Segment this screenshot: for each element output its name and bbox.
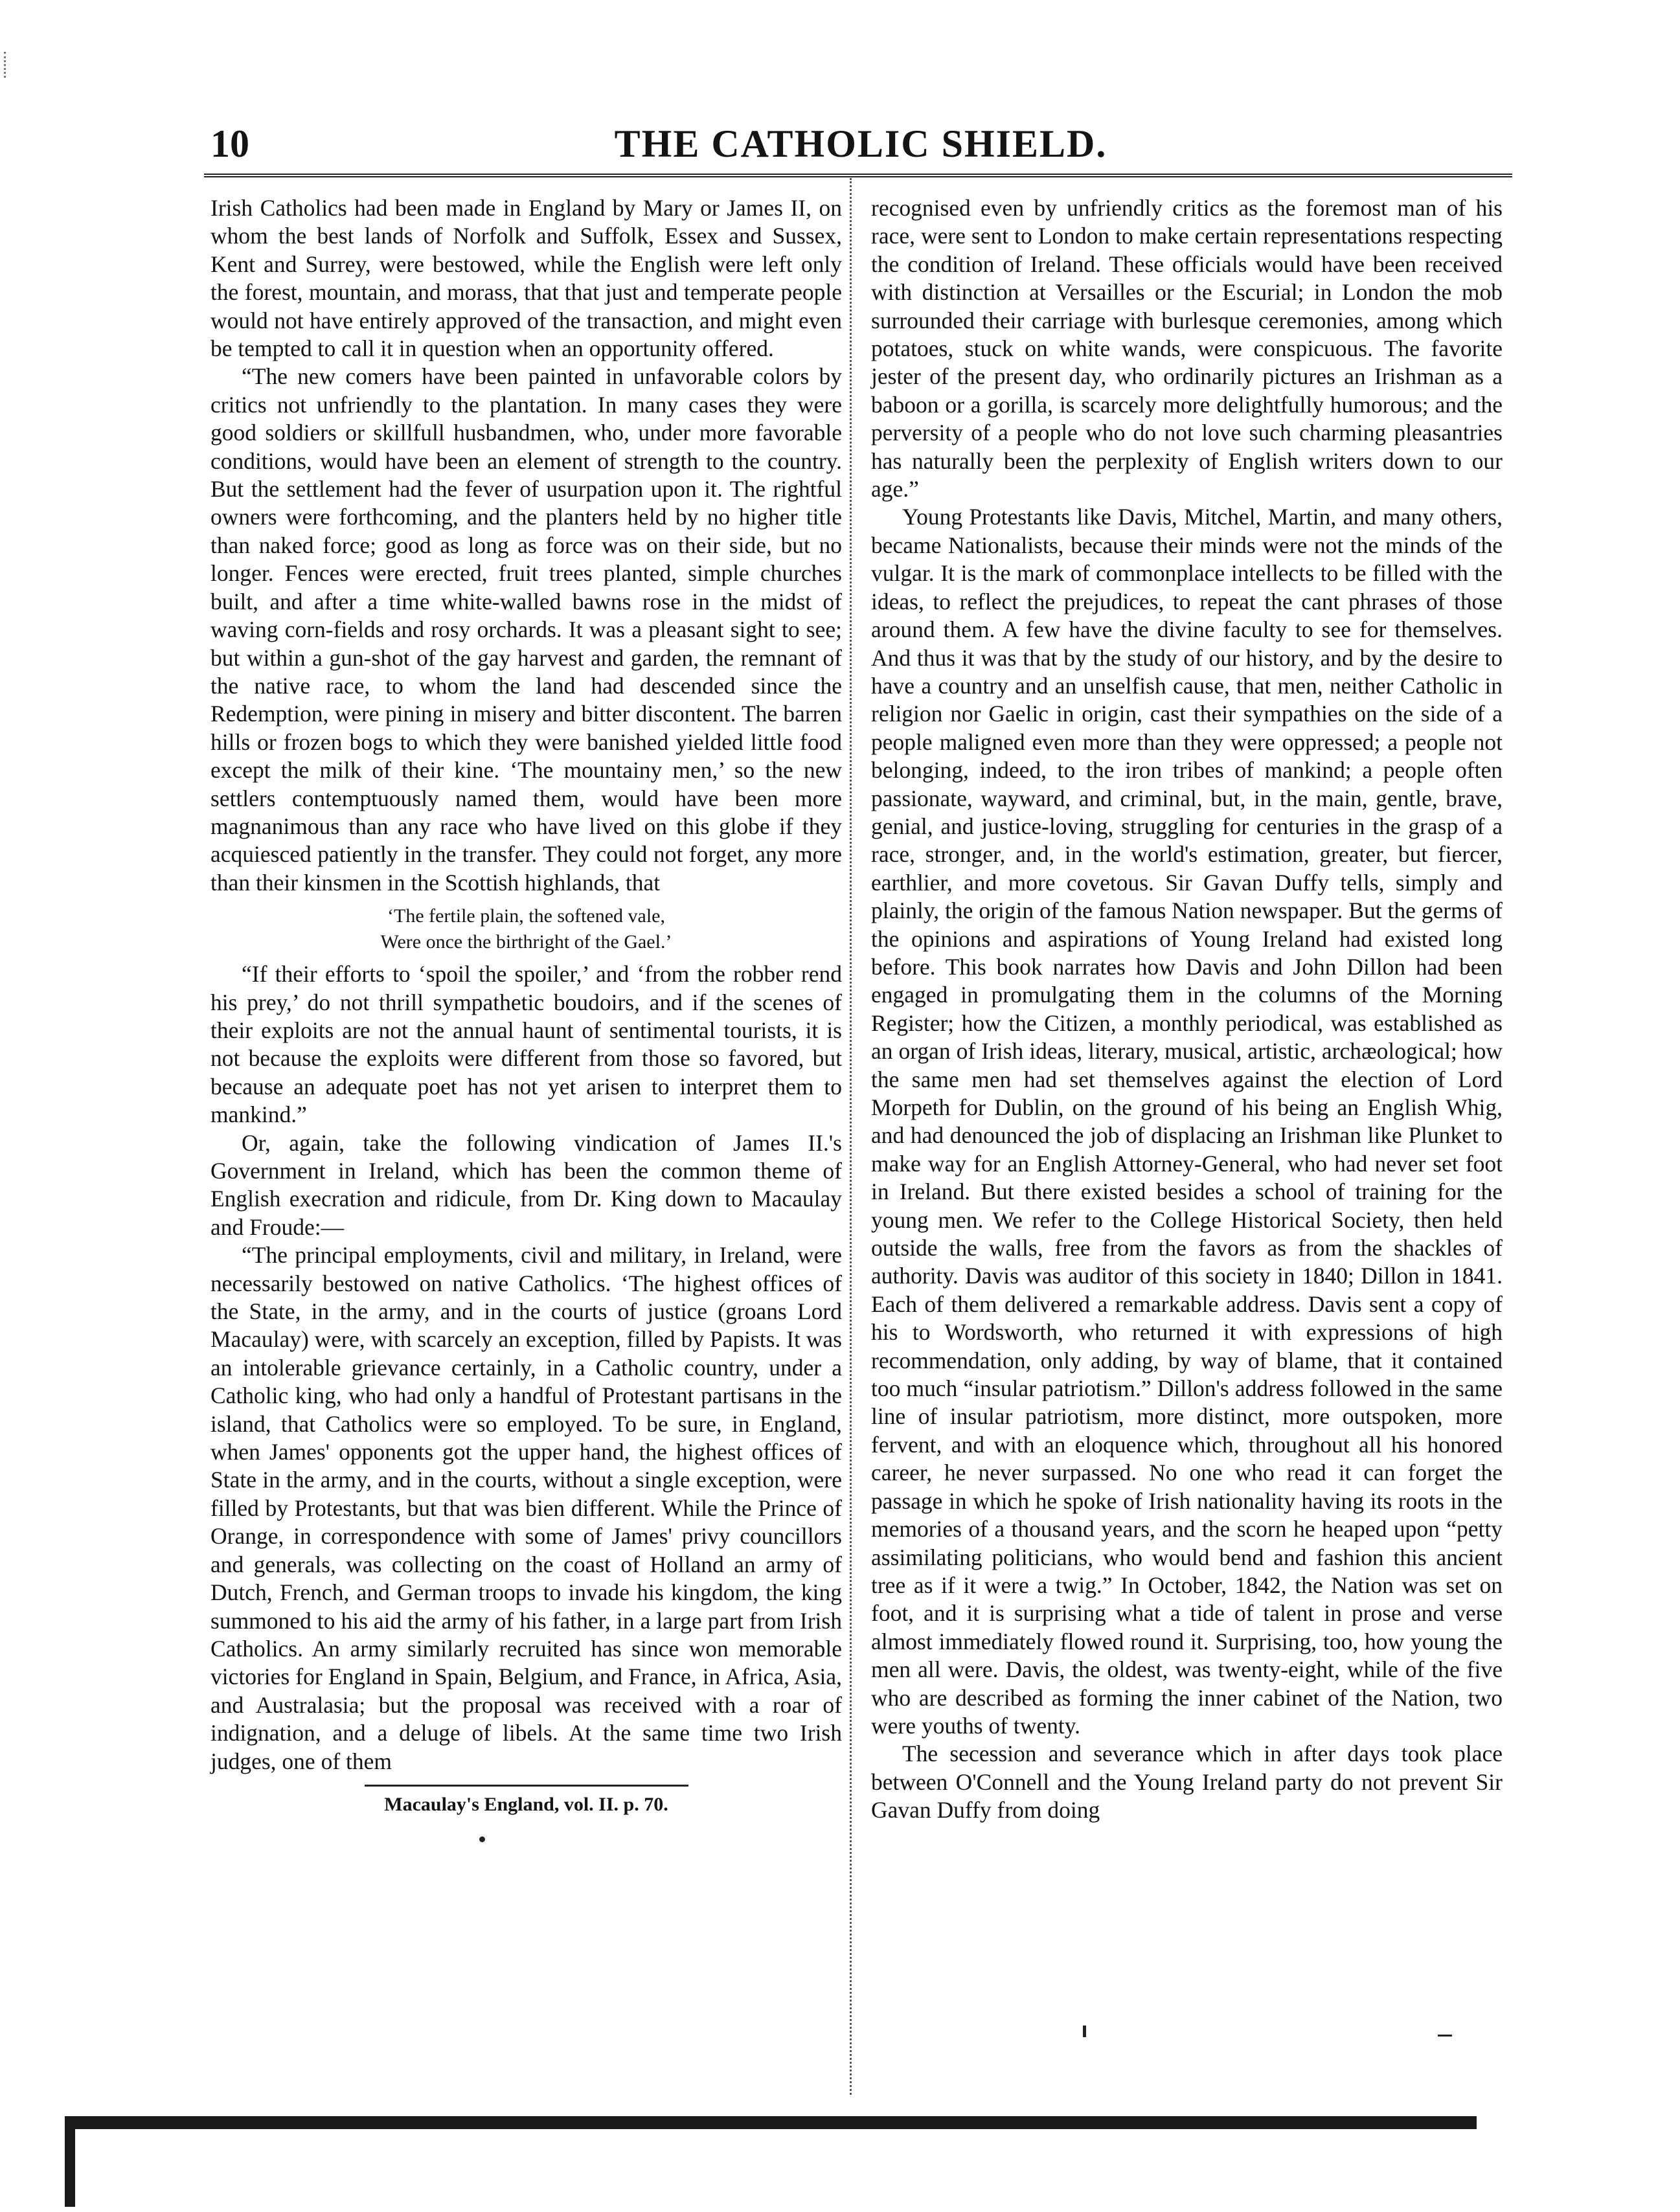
ink-speck (479, 1836, 485, 1842)
left-paragraph-2: “The new comers have been painted in unfavorable colors by critics not unfriendly to the plantation. In many cases they were good soldiers or skillfull husbandmen, who, under more favorable conditions, would have been an element of strength to the country. But the settlement had the fever of usurpation upon it. The rightful owners were forthcoming, and the planters held by no higher title than naked force; good as long as force was on their side, but no longer. Fences were erected, fruit trees planted, simple churches built, and after a time white-walled bawns rose in the midst of waving corn-fields and rosy orchards. It was a pleasant sight to see; but within a gun-shot of the gay harvest and garden, the remnant of the native race, to whom the land had descended since the Redemption, were pining in misery and bitter discontent. The barren hills or frozen bogs to which they were banished yielded little food except the milk of their kine. ‘The mountainy men,’ so the new settlers contemptuously named them, would have been more magnanimous than any race who have lived on this globe if they acquiesced patiently in the transfer. They could not forget, any more than their kinsmen in the Scottish highlands, that (210, 363, 842, 896)
ink-dash (1438, 2035, 1452, 2037)
left-column (210, 194, 842, 1818)
left-paragraph-5: “The principal employments, civil and military, in Ireland, were necessarily bestowed on native Catholics. ‘The highest offices of the State, in the army, and in the courts of justice (groans Lord Macaulay) were, with scarcely an exception, filled by Papists. It was an intolerable grievance certainly, in a Catholic country, under a Catholic king, who had only a handful of Protestant partisans in the island, that Catholics were so employed. To be sure, in England, when James' opponents got the upper hand, the highest offices of State in the army, and in the courts, without a single exception, were filled by Protestants, but that was bien different. While the Prince of Orange, in correspondence with some of James' privy councillors and generals, was collecting on the coast of Holland an army of Dutch, French, and German troops to invade his kingdom, the king summoned to his aid the army of his father, in a large part from Irish Catholics. An army similarly recruited has since won memorable victories for England in Spain, Belgium, and France, in Africa, Asia, and Australasia; but the proposal was received with a roar of indignation, and a deluge of libels. At the same time two Irish judges, one of them (210, 1242, 842, 1774)
right-column (871, 194, 1503, 1825)
page-number: 10 (210, 122, 249, 165)
page-header (210, 122, 1511, 174)
verse-line-2: Were once the birthright of the Gael.’ (380, 931, 672, 953)
left-paragraph-3: “If their efforts to ‘spoil the spoiler,’ and ‘from the robber rend his prey,’ do not thrill sympathetic boudoirs, and if the scenes of their exploits are not the annual haunt of sentimental tourists, it is not because the exploits were different from those so favored, but because an adequate poet has not yet arisen to interpret them to mankind.” (210, 961, 842, 1128)
scan-corner-shadow (65, 2116, 75, 2207)
right-paragraph-2: Young Protestants like Davis, Mitchel, Martin, and many others, became Nationalists, because their minds were not the minds of the vulgar. It is the mark of commonplace intellects to be filled with the ideas, to reflect the prejudices, to repeat the cant phrases of those around them. A few have the divine faculty to see for themselves. And thus it was that by the study of our history, and by the desire to have a country and an unselfish cause, that men, neither Catholic in religion nor Gaelic in origin, cast their sympathies on the side of a people maligned even more than they were oppressed; a people not belonging, indeed, to the iron tribes of mankind; a people often passionate, wayward, and criminal, but, in the main, gentle, brave, genial, and justice-loving, struggling for centuries in the grasp of a race, stronger, and, in the world's estimation, greater, but fiercer, earthlier, and more covetous. Sir Gavan Duffy tells, simply and plainly, the origin of the famous Nation newspaper. But the germs of the opinions and aspirations of Young Ireland had existed long before. This book narrates how Davis and John Dillon had been engaged in promulgating them in the columns of the Morning Register; how the Citizen, a monthly periodical, was established as an organ of Irish ideas, literary, musical, artistic, archæological; how the same men had set themselves against the election of Lord Morpeth for Dublin, on the ground of his being an English Whig, and had denounced the job of displacing an Irishman like Plunket to make way for an English Attorney-General, who had never set foot in Ireland. But there existed besides a school of training for the young men. We refer to the College Historical Society, then held outside the walls, free from the favors as from the shackles of authority. Davis was auditor of this society in 1840; Dillon in 1841. Each of them delivered a remarkable address. Davis sent a copy of his to Wordsworth, who returned it with expressions of high recommendation, only adding, by way of blame, that it contained too much “insular patriotism.” Dillon's address followed in the same line of insular patriotism, more distinct, more outspoken, more fervent, and with an eloquence which, throughout all his honored career, he never surpassed. No one who read it can forget the passage in which he spoke of Irish nationality having its roots in the memories of a thousand years, and the scorn he heaped upon “petty assimilating politicians, who would bend and fashion this ancient tree as if it were a twig.” In October, 1842, the Nation was set on foot, and it is surprising what a tide of talent in prose and verse almost immediately flowed round it. Surprising, too, how young the men all were. Davis, the oldest, was twenty-eight, while of the five who are described as forming the inner cabinet of the Nation, two were youths of twenty. (871, 504, 1503, 1739)
left-paragraph-4: Or, again, take the following vindication of James II.'s Government in Ireland, which has been the common theme of English execration and ridicule, from Dr. King down to Macaulay and Froude:— (210, 1129, 842, 1240)
right-paragraph-1: recognised even by unfriendly critics as the foremost man of his race, were sent to London to make certain representations respecting the condition of Ireland. These officials would have been received with distinction at Versailles or the Escurial; in London the mob surrounded their carriage with burlesque ceremonies, among which potatoes, stuck on white wands, were conspicuous. The favorite jester of the present day, who ordinarily pictures an Irishman as a baboon or a gorilla, is scarcely more delightfully humorous; and the perversity of a people who do not love such charming pleasantries has naturally been the perplexity of English writers down to our age.” (871, 195, 1503, 502)
verse-quotation (210, 903, 842, 955)
left-paragraph-1: Irish Catholics had been made in England by Mary or James II, on whom the best lands of Norfolk and Suffolk, Essex and Sussex, Kent and Surrey, were bestowed, while the English were left only the forest, mountain, and morass, that that just and temperate people would not have entirely approved of the transaction, and might even be tempted to call it in question when an opportunity offered. (210, 195, 842, 362)
scan-edge-marks (4, 52, 8, 78)
verse-line-1: ‘The fertile plain, the softened vale, (387, 905, 665, 927)
footnote-rule (365, 1785, 688, 1787)
scan-bottom-edge (65, 2116, 1477, 2129)
header-rule (204, 174, 1512, 177)
running-title: THE CATHOLIC SHIELD. (614, 122, 1107, 165)
right-paragraph-3: The secession and severance which in after days took place between O'Connell and the Young Ireland party do not prevent Sir Gavan Duffy from doing (871, 1741, 1503, 1823)
column-divider (850, 178, 852, 2095)
ink-mark (1083, 2026, 1086, 2037)
footnote: Macaulay's England, vol. II. p. 70. (384, 1793, 668, 1815)
